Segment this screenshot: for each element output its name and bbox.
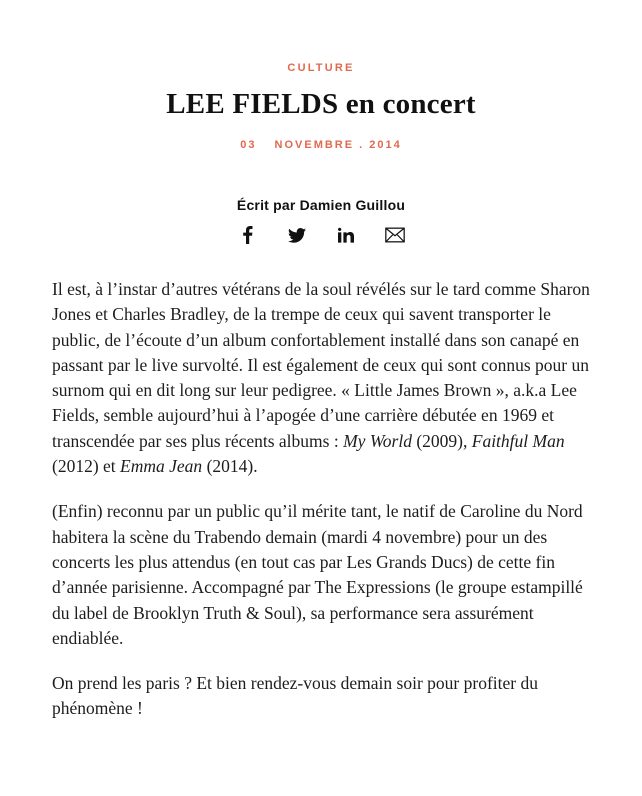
body-text: (2014). — [202, 456, 258, 477]
article-page — [52, 62, 590, 722]
body-text: On prend les paris ? Et bien rendez-vous demain soir pour profiter du phénomène ! — [52, 673, 538, 719]
twitter-share-button[interactable] — [287, 226, 307, 244]
facebook-share-button[interactable] — [238, 226, 258, 244]
byline: Écrit par Damien Guillou — [236, 197, 406, 213]
italic-text: Emma Jean — [120, 456, 203, 477]
paragraph — [52, 671, 590, 722]
body-text: (2009), — [411, 430, 472, 451]
linkedin-share-button[interactable] — [336, 226, 356, 244]
body-text: (Enfin) reconnu par un public qu’il mérite tant, le natif de Caroline du Nord habitera la scène du Trabendo demain (mardi 4 novembre) pour un des concerts les plus attendus (en tout cas par Les Grands Ducs) de cette fin d’année parisienne. Accompagné par The Expressions (le groupe estampillé du label de Brooklyn Truth & Soul), sa performance sera assurément endiablée. — [52, 501, 583, 648]
paragraph — [52, 499, 590, 651]
category-label[interactable]: CULTURE — [287, 62, 355, 74]
share-buttons — [52, 226, 590, 244]
facebook-icon — [243, 226, 253, 244]
publish-date-day: 03 — [240, 139, 257, 151]
paragraph — [52, 277, 590, 479]
body-text: (2012) et — [52, 456, 121, 477]
article-body — [52, 277, 590, 722]
italic-text: My World — [343, 430, 412, 451]
body-text: Il est, à l’instar d’autres vétérans de la soul révélés sur le tard comme Sharon Jones et Charles Bradley, de la trempe de ceux qui savent transporter le public, de l’écoute d’un album confortablement installé dans son canapé en passant par le live survolté. Il est également de ceux qui sont connus pour un surnom qui en dit long sur leur pedigree. « Little James Brown », a.k.a Lee Fields, semble aujourd’hui à l’apogée d’une carrière débutée en 1969 et transcendée par ses plus récents albums : — [52, 279, 590, 451]
linkedin-icon — [338, 227, 354, 243]
twitter-icon — [288, 228, 306, 243]
publish-date-month-year: NOVEMBRE . 2014 — [274, 139, 402, 151]
italic-text: Faithful Man — [471, 430, 565, 451]
article-header — [52, 62, 590, 244]
email-icon — [385, 227, 405, 243]
publish-date — [52, 139, 590, 151]
page-title: LEE FIELDS en concert — [166, 88, 476, 120]
email-share-button[interactable] — [385, 226, 405, 244]
